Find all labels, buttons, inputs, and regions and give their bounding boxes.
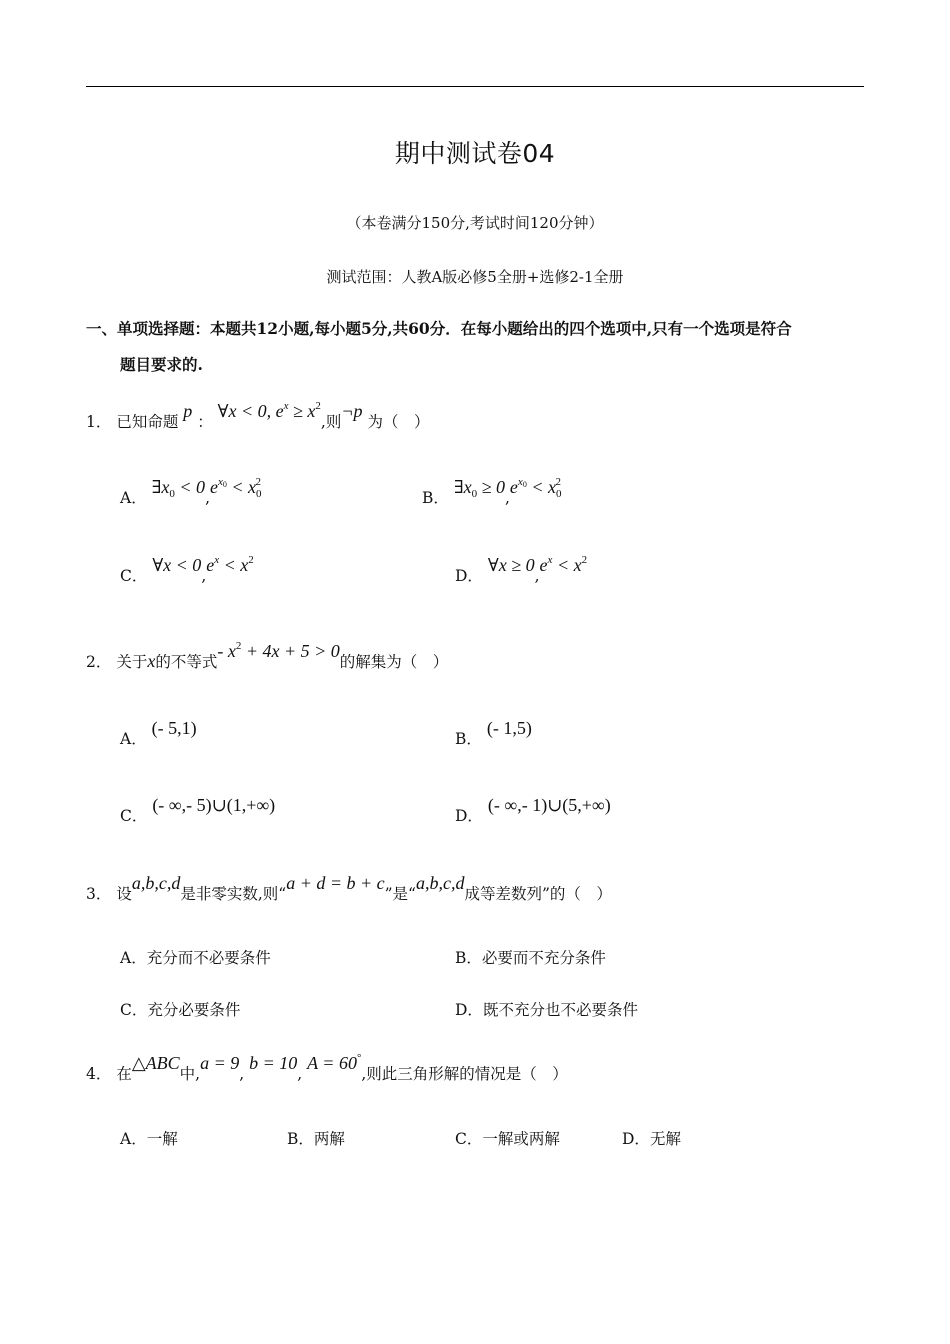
section-heading-line2: 题目要求的. (120, 355, 203, 374)
question-number: 2． (86, 653, 112, 671)
exam-info: （本卷满分150分,考试时间120分钟） (346, 214, 604, 232)
question-text: 的解集为（ ） (339, 653, 449, 671)
option-2c[interactable] (120, 795, 276, 826)
option-3a[interactable] (120, 946, 271, 968)
section-heading (86, 311, 866, 383)
option-label: A． (120, 730, 147, 748)
option-label: A． (120, 1130, 147, 1148)
option-1d[interactable]: D． ∀x ≥ $0,e^x < x^2$ (455, 554, 588, 585)
question-text: 成等差数列”的（ ） (464, 885, 612, 903)
option-label: A． (120, 949, 147, 967)
option-math: (- 1,5) (486, 718, 532, 738)
option-label: B． (287, 1130, 314, 1148)
option-label: B． (422, 489, 449, 507)
option-math: ∀x ≥ 0 (487, 555, 535, 575)
option-label: C． (455, 1130, 483, 1148)
question-text: 是非零实数,则“ (180, 885, 287, 903)
section-heading-line1: 一、单项选择题：本题共12小题,每小题5分,共60分．在每小题给出的四个选项中,只有一个选项是符合 (86, 319, 792, 338)
question-text: ,则 (320, 413, 342, 431)
option-1a[interactable]: A． $\exists x_0 < 0,e^{x0} < x_0^2$ (120, 476, 262, 507)
option-math: (- ∞,- 1)∪(5,+∞) (487, 795, 611, 815)
math-neg-p: ¬p (341, 401, 363, 421)
question-text: ”是“ (384, 885, 416, 903)
option-3b[interactable] (455, 946, 606, 968)
option-4a[interactable] (120, 1127, 178, 1149)
question-text: 的不等式 (155, 653, 218, 671)
option-text: 一解 (146, 1130, 178, 1148)
option-4c[interactable] (455, 1127, 560, 1149)
question-number: 4． (86, 1065, 112, 1083)
math-condition: a + d = b + c (286, 873, 385, 893)
question-text: 设 (116, 885, 132, 903)
question-text: 为（ ） (367, 413, 430, 431)
math-b: b = 10 (249, 1053, 298, 1073)
option-1c[interactable]: C． ∀x < $0,e^x < x^2$ (120, 554, 254, 585)
option-math: $\exists x_0 < 0$ (151, 477, 206, 500)
option-label: C． (120, 1001, 148, 1019)
option-label: D． (455, 1001, 483, 1019)
option-3c[interactable] (120, 998, 240, 1020)
option-label: D． (455, 807, 483, 825)
question-text: ： (197, 413, 213, 431)
option-label: C． (120, 807, 148, 825)
option-label: A． (120, 489, 147, 507)
option-1b[interactable]: B． $\exists x_0 \ge 0,e^{x0} < x_0^2$ (422, 476, 562, 507)
option-math: (- 5,1) (151, 718, 197, 738)
math-inequality: - $x^2 + 4x + 5 > 0$ (217, 640, 340, 661)
option-2b[interactable] (455, 718, 532, 749)
math-forall-expression: ∀x < 0, $e^x \ge x^2$ (217, 400, 321, 421)
question-text: 关于 (116, 653, 148, 671)
option-2a[interactable] (120, 718, 197, 749)
question-4: 4． 在△ABC中,a = 9, b = 10, A = 60°,则此三角形解的情况是（ ） (86, 1052, 568, 1083)
page-title: 期中测试卷04 (394, 139, 556, 168)
option-2d[interactable] (455, 795, 611, 826)
math-vars: a,b,c,d (131, 873, 181, 893)
question-1 (86, 400, 430, 432)
question-2 (86, 640, 449, 672)
math-vars: a,b,c,d (415, 873, 465, 893)
option-4b[interactable] (287, 1127, 345, 1149)
math-x: x (147, 651, 156, 671)
math-angle: A = 60° (307, 1052, 362, 1073)
option-text: 必要而不充分条件 (481, 949, 606, 967)
option-label: B． (455, 730, 482, 748)
question-number: 3． (86, 885, 112, 903)
question-number: 1． (86, 413, 112, 431)
option-3d[interactable] (455, 998, 638, 1020)
option-label: C． (120, 567, 148, 585)
question-text: 已知命题 (116, 413, 179, 431)
test-scope: 测试范围：人教A版必修5全册+选修2-1全册 (326, 268, 624, 286)
option-math: (- ∞,- 5)∪(1,+∞) (152, 795, 276, 815)
option-text: 充分必要条件 (147, 1001, 241, 1019)
option-label: B． (455, 949, 482, 967)
math-p: p (183, 401, 193, 421)
option-4d[interactable] (622, 1127, 681, 1149)
question-3 (86, 873, 612, 904)
option-math: ∀x < 0 (152, 555, 202, 575)
option-math: $\exists x_0 \ge 0$ (453, 477, 505, 500)
option-text: 无解 (649, 1130, 681, 1148)
option-text: 充分而不必要条件 (146, 949, 271, 967)
header-rule (86, 86, 864, 87)
math-a: a = 9 (200, 1053, 240, 1073)
math-triangle: △ABC (131, 1053, 180, 1073)
option-text: 两解 (313, 1130, 345, 1148)
option-text: 既不充分也不必要条件 (482, 1001, 638, 1019)
option-label: D． (622, 1130, 650, 1148)
option-text: 一解或两解 (482, 1130, 560, 1148)
question-text: 在 (116, 1065, 132, 1083)
question-text: 中, (179, 1065, 201, 1083)
option-label: D． (455, 567, 483, 585)
question-text: ,则此三角形解的情况是（ ） (361, 1065, 568, 1083)
